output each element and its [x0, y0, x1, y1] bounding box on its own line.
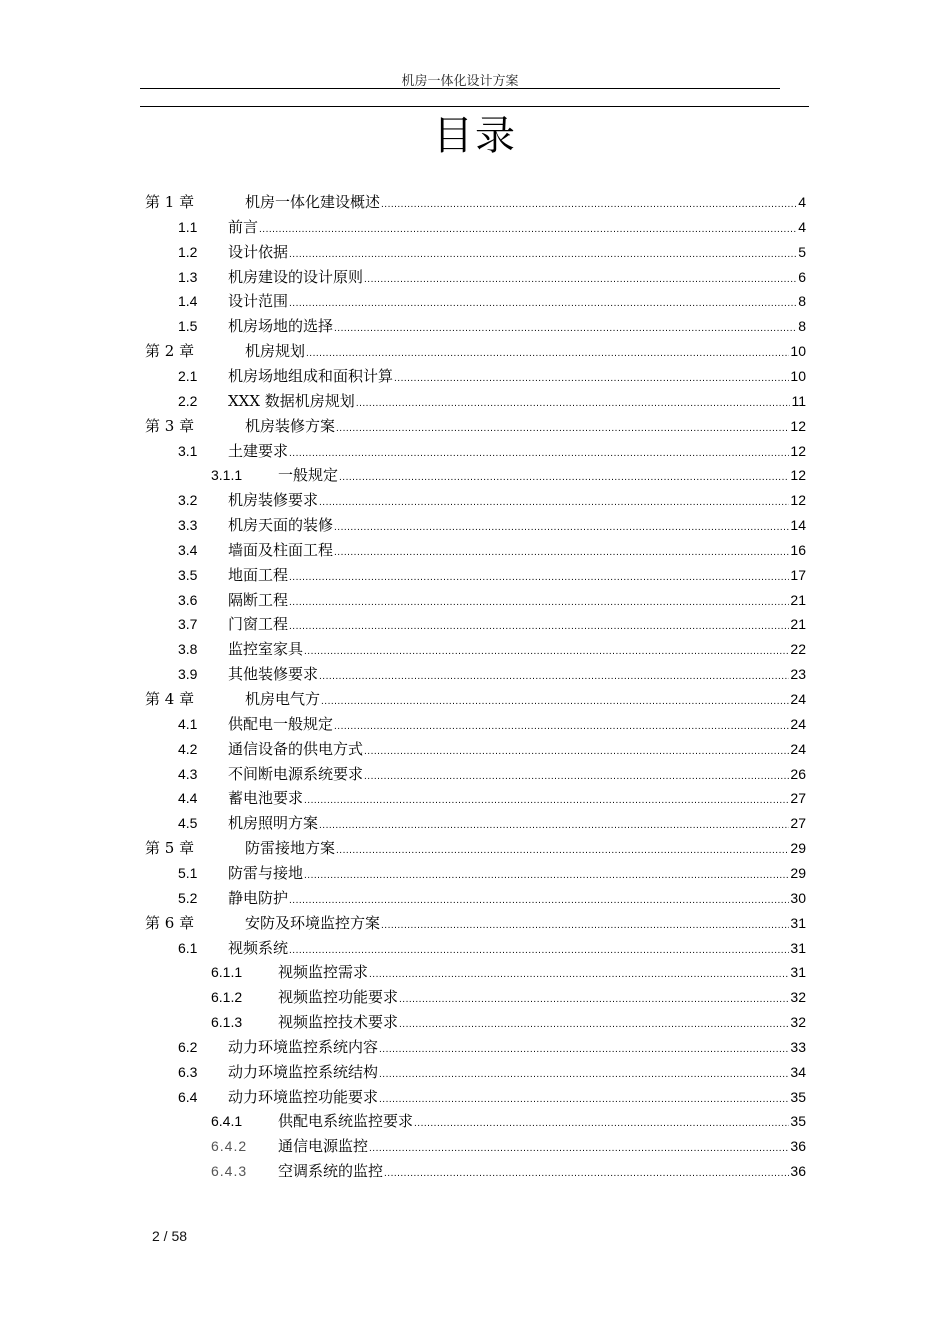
toc-entry[interactable] [178, 439, 806, 464]
toc-entry[interactable] [145, 911, 806, 936]
toc-entry[interactable] [211, 1134, 806, 1159]
toc-entry-number: 第 2 章 [145, 342, 195, 361]
toc-entry-page: 33 [790, 1038, 806, 1055]
toc-entry-number: 1.3 [178, 268, 198, 285]
toc-leader-dots [319, 813, 789, 838]
toc-entry-number: 1.5 [178, 318, 198, 335]
toc-entry-number: 6.4 [178, 1088, 198, 1105]
toc-entry[interactable] [178, 737, 806, 762]
toc-leader-dots [289, 590, 789, 615]
toc-entry-title: 防雷与接地 [228, 863, 304, 882]
toc-entry-number: 1.1 [178, 218, 198, 235]
toc-entry[interactable] [178, 289, 806, 314]
toc-entry[interactable] [178, 563, 806, 588]
toc-entry-title: 机房装修方案 [245, 416, 336, 435]
toc-leader-dots [304, 788, 789, 813]
toc-leader-dots [289, 291, 797, 316]
toc-leader-dots [336, 416, 789, 441]
toc-entry[interactable] [178, 612, 806, 637]
toc-entry-page: 12 [790, 442, 806, 459]
toc-entry[interactable] [178, 1060, 806, 1085]
toc-entry-page: 24 [790, 715, 806, 732]
toc-entry-title: 地面工程 [228, 565, 289, 584]
toc-entry-title: 一般规定 [278, 466, 339, 485]
toc-entry-title: 供配电系统监控要求 [278, 1112, 414, 1131]
toc-entry-page: 5 [798, 243, 806, 260]
toc-entry-number: 3.7 [178, 616, 198, 633]
toc-entry-number: 1.4 [178, 293, 198, 310]
toc-entry-title: 空调系统的监控 [278, 1162, 384, 1181]
toc-entry-title: 不间断电源系统要求 [228, 764, 364, 783]
toc-entry-page: 32 [790, 1014, 806, 1031]
toc-entry-title: 供配电一般规定 [228, 714, 334, 733]
toc-entry-number: 6.1.2 [211, 989, 243, 1006]
toc-leader-dots [334, 316, 797, 341]
toc-entry-number: 第 6 章 [145, 913, 195, 932]
toc-entry-number: 6.4.3 [211, 1163, 248, 1180]
toc-leader-dots [379, 1037, 789, 1062]
toc-entry-title: XXX 数据机房规划 [228, 391, 355, 410]
toc-entry-page: 24 [790, 691, 806, 707]
toc-entry-number: 2.1 [178, 367, 198, 384]
toc-entry-title: 通信电源监控 [278, 1137, 369, 1156]
toc-entry-page: 35 [790, 1088, 806, 1105]
toc-entry-number: 第 1 章 [145, 193, 195, 211]
toc-entry-title: 视频监控需求 [278, 963, 369, 982]
toc-entry[interactable] [211, 463, 806, 488]
toc-entry-title: 门窗工程 [228, 615, 289, 634]
toc-leader-dots [394, 366, 789, 391]
toc-leader-dots [379, 1087, 789, 1112]
toc-leader-dots [289, 565, 789, 590]
toc-entry-page: 36 [790, 1163, 806, 1180]
toc-entry-number: 3.2 [178, 492, 198, 509]
toc-entry-page: 16 [790, 541, 806, 558]
toc-entry-title: 视频系统 [228, 938, 289, 957]
toc-entry-title: 视频监控技术要求 [278, 1013, 399, 1032]
toc-entry[interactable] [211, 960, 806, 985]
toc-entry-title: 监控室家具 [228, 640, 304, 659]
toc-entry-page: 4 [798, 194, 806, 210]
toc-leader-dots [306, 341, 789, 366]
toc-leader-dots [289, 242, 797, 267]
toc-leader-dots [289, 614, 789, 639]
toc-entry-number: 5.2 [178, 889, 198, 906]
toc-entry-page: 21 [790, 616, 806, 633]
toc-entry[interactable] [211, 1010, 806, 1035]
toc-entry-page: 29 [790, 864, 806, 881]
toc-entry-number: 3.8 [178, 641, 198, 658]
toc-entry[interactable] [178, 762, 806, 787]
toc-entry-title: 设计范围 [228, 292, 289, 311]
toc-entry[interactable] [145, 339, 806, 364]
toc-leader-dots [384, 1161, 789, 1186]
header-rule [140, 88, 780, 89]
toc-entry-title: 动力环境监控功能要求 [228, 1087, 379, 1106]
toc-entry-number: 6.1 [178, 939, 198, 956]
toc-leader-dots [399, 987, 789, 1012]
toc-entry-page: 4 [798, 218, 806, 235]
toc-entry-page: 24 [790, 740, 806, 757]
toc-entry[interactable] [178, 240, 806, 265]
toc-entry[interactable] [178, 886, 806, 911]
toc-leader-dots [364, 739, 789, 764]
toc-entry[interactable] [145, 190, 806, 215]
toc-entry-number: 1.2 [178, 243, 198, 260]
toc-entry-page: 10 [790, 367, 806, 384]
toc-entry[interactable] [145, 687, 806, 712]
toc-entry-number: 3.1 [178, 442, 198, 459]
toc-entry-title: 其他装修要求 [228, 665, 319, 684]
toc-leader-dots [364, 764, 789, 789]
toc-entry-page: 30 [790, 889, 806, 906]
toc-entry-title: 安防及环境监控方案 [245, 913, 381, 932]
toc-entry-number: 3.9 [178, 666, 198, 683]
toc-entry[interactable] [178, 1035, 806, 1060]
toc-entry-page: 11 [791, 392, 806, 409]
toc-entry-number: 6.4.2 [211, 1138, 248, 1155]
toc-entry-page: 35 [790, 1113, 806, 1130]
toc-entry-number: 4.3 [178, 765, 198, 782]
toc-entry-number: 4.2 [178, 740, 198, 757]
toc-entry-page: 31 [790, 939, 806, 956]
toc-entry-page: 12 [790, 417, 806, 434]
toc-entry-title: 机房照明方案 [228, 814, 319, 833]
toc-entry-page: 6 [798, 268, 806, 285]
toc-entry-number: 3.3 [178, 517, 198, 534]
toc-leader-dots [304, 639, 789, 664]
toc-leader-dots [381, 192, 797, 217]
toc-entry-page: 26 [790, 765, 806, 782]
toc-entry-page: 8 [798, 318, 806, 335]
toc-leader-dots [369, 1136, 789, 1161]
toc-entry-page: 22 [790, 641, 806, 658]
toc-entry-number: 5.1 [178, 864, 198, 881]
toc-entry-title: 机房电气方 [245, 690, 321, 708]
toc-entry-title: 蓄电池要求 [228, 789, 304, 808]
toc-entry-page: 14 [790, 517, 806, 534]
toc-leader-dots [259, 217, 797, 242]
toc-entry-page: 29 [790, 840, 806, 857]
toc-entry-number: 3.6 [178, 591, 198, 608]
toc-entry[interactable] [178, 488, 806, 513]
toc-entry-page: 36 [790, 1138, 806, 1155]
toc-entry[interactable] [178, 662, 806, 687]
toc-entry-page: 12 [790, 467, 806, 484]
toc-entry-page: 10 [790, 343, 806, 360]
toc-entry[interactable] [178, 861, 806, 886]
toc-entry[interactable] [178, 712, 806, 737]
toc-entry-number: 6.4.1 [211, 1113, 243, 1130]
toc-entry-title: 前言 [228, 217, 259, 236]
toc-entry[interactable] [178, 1085, 806, 1110]
toc-entry-number: 第 3 章 [145, 416, 195, 435]
toc-entry-page: 31 [790, 914, 806, 931]
toc-entry-title: 防雷接地方案 [245, 839, 336, 858]
toc-entry-title: 机房场地组成和面积计算 [228, 366, 394, 385]
toc-entry-title: 静电防护 [228, 888, 289, 907]
page-number: 2 / 58 [152, 1228, 188, 1244]
toc-entry[interactable] [178, 786, 806, 811]
toc-entry-title: 动力环境监控系统内容 [228, 1037, 379, 1056]
toc-entry[interactable] [211, 1159, 806, 1184]
toc-entry-number: 6.2 [178, 1038, 198, 1055]
toc-entry[interactable] [178, 314, 806, 339]
toc-entry-number: 第 4 章 [145, 690, 195, 708]
toc-entry-page: 31 [790, 964, 806, 981]
toc-leader-dots [364, 267, 797, 292]
toc-entry-page: 34 [790, 1063, 806, 1080]
toc-entry-title: 机房规划 [245, 342, 306, 361]
toc-leader-dots [319, 664, 789, 689]
toc-entry-page: 12 [790, 492, 806, 509]
toc-entry-page: 27 [790, 790, 806, 807]
toc-entry[interactable] [178, 637, 806, 662]
toc-entry[interactable] [211, 985, 806, 1010]
toc-entry-title: 机房天面的装修 [228, 516, 334, 535]
toc-entry-number: 6.1.1 [211, 964, 243, 981]
toc-entry-title: 机房一体化建设概述 [245, 193, 381, 211]
toc-entry-number: 4.5 [178, 815, 198, 832]
toc-entry-title: 隔断工程 [228, 590, 289, 609]
toc-entry-title: 设计依据 [228, 242, 289, 261]
toc-entry-title: 机房场地的选择 [228, 317, 334, 336]
toc-entry-page: 23 [790, 666, 806, 683]
running-header: 机房一体化设计方案 [401, 74, 519, 89]
toc-entry-page: 32 [790, 989, 806, 1006]
toc-entry-number: 4.4 [178, 790, 198, 807]
toc-leader-dots [339, 465, 789, 490]
toc-leader-dots [334, 515, 789, 540]
toc-entry[interactable] [178, 389, 806, 414]
toc-entry-number: 2.2 [178, 392, 198, 409]
toc-entry-page: 21 [790, 591, 806, 608]
toc-entry-number: 6.3 [178, 1063, 198, 1080]
page-title: 目录 [433, 113, 517, 159]
toc-leader-dots [289, 888, 789, 913]
toc-entry[interactable] [145, 414, 806, 439]
toc-leader-dots [356, 391, 791, 416]
toc-entry[interactable] [145, 836, 806, 861]
toc-entry-number: 第 5 章 [145, 839, 195, 858]
toc-entry-page: 17 [790, 566, 806, 583]
toc-entry[interactable] [178, 364, 806, 389]
toc-leader-dots [336, 838, 789, 863]
toc-entry-number: 4.1 [178, 715, 198, 732]
toc-entry-page: 27 [790, 815, 806, 832]
toc-leader-dots [321, 689, 789, 714]
toc-entry-title: 机房装修要求 [228, 491, 319, 510]
toc-entry-page: 8 [798, 293, 806, 310]
toc-entry-number: 3.5 [178, 566, 198, 583]
toc-leader-dots [414, 1111, 789, 1136]
toc-leader-dots [399, 1012, 789, 1037]
toc-leader-dots [334, 714, 789, 739]
toc-entry-number: 6.1.3 [211, 1014, 243, 1031]
toc-entry[interactable] [178, 215, 806, 240]
toc-leader-dots [381, 913, 789, 938]
toc-entry-number: 3.1.1 [211, 467, 243, 484]
toc-entry-title: 土建要求 [228, 441, 289, 460]
toc-entry[interactable] [178, 588, 806, 613]
toc-leader-dots [334, 540, 789, 565]
toc-entry[interactable] [178, 811, 806, 836]
toc-entry-title: 动力环境监控系统结构 [228, 1062, 379, 1081]
toc-entry[interactable] [178, 265, 806, 290]
toc-entry[interactable] [178, 936, 806, 961]
toc-entry[interactable] [211, 1109, 806, 1134]
toc-leader-dots [369, 962, 789, 987]
toc-entry-title: 机房建设的设计原则 [228, 267, 364, 286]
toc-leader-dots [289, 938, 789, 963]
toc-leader-dots [304, 863, 789, 888]
toc-entry[interactable] [178, 513, 806, 538]
toc-leader-dots [379, 1062, 789, 1087]
toc-entry[interactable] [178, 538, 806, 563]
toc-entry-number: 3.4 [178, 541, 198, 558]
toc-entry-title: 通信设备的供电方式 [228, 739, 364, 758]
toc-entry-title: 视频监控功能要求 [278, 988, 399, 1007]
toc-leader-dots [319, 490, 789, 515]
toc-entry-title: 墙面及柱面工程 [228, 540, 334, 559]
toc-leader-dots [289, 441, 789, 466]
